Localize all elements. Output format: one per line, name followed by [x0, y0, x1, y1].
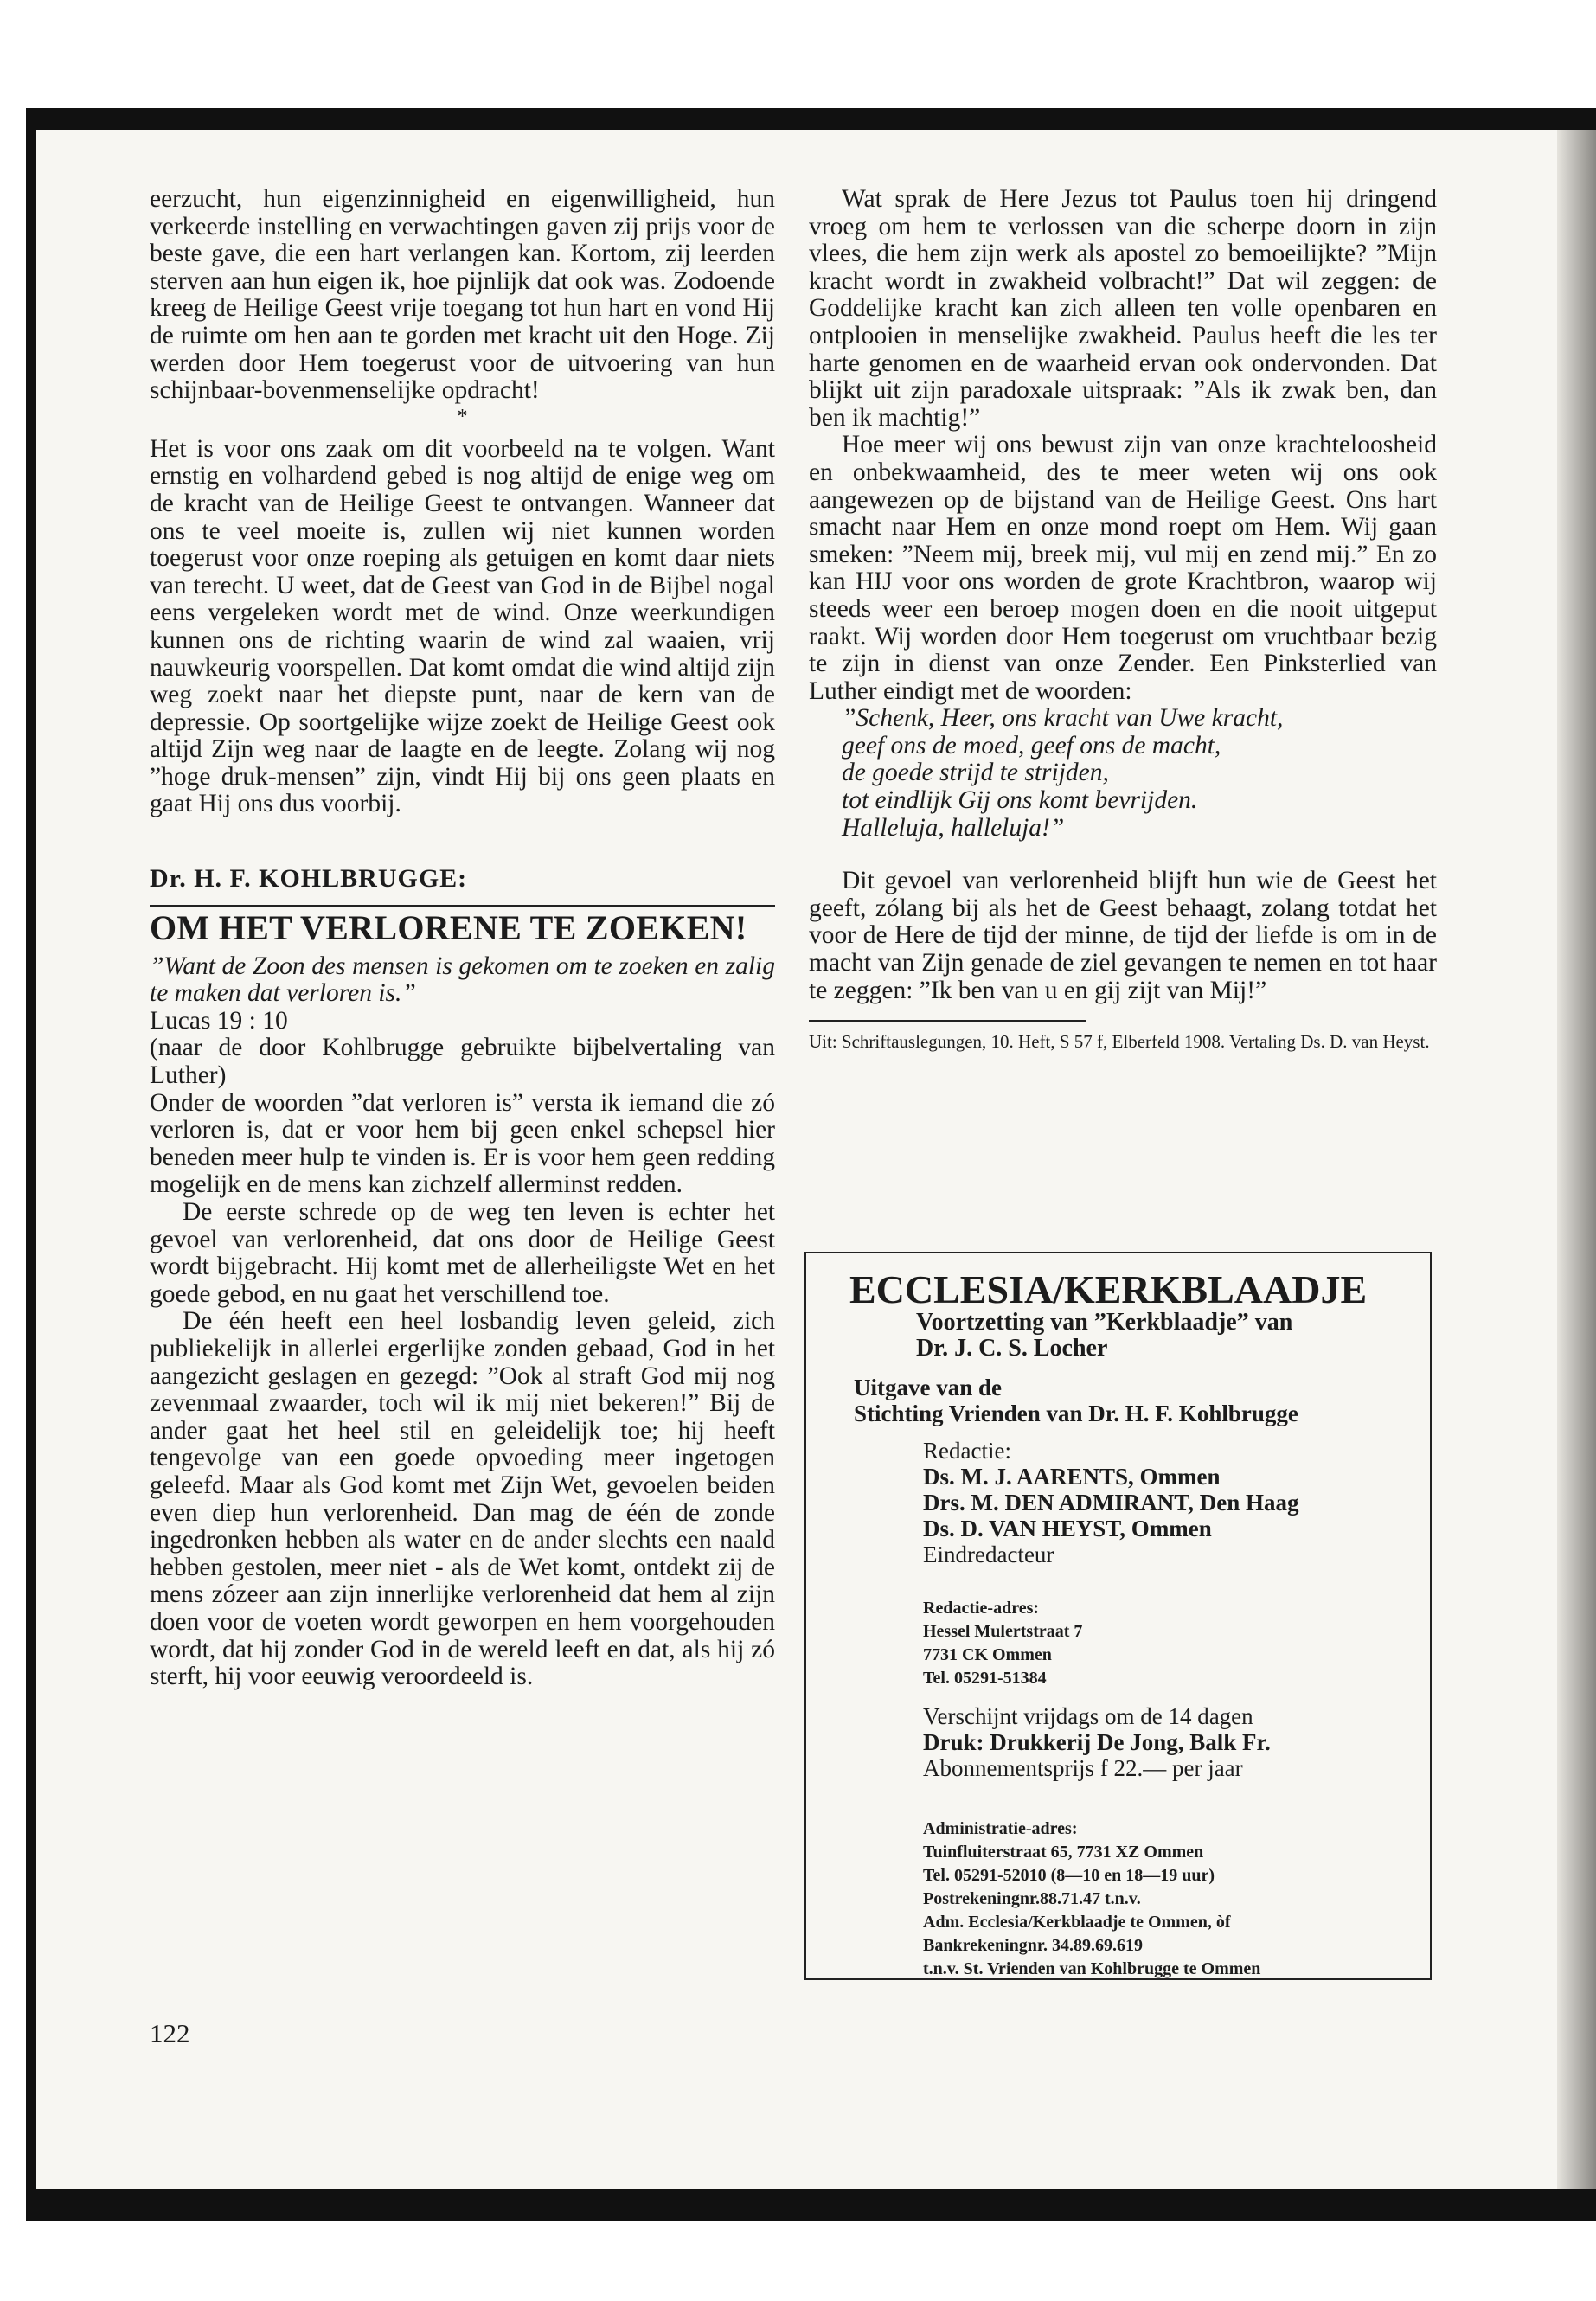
publisher — [854, 1375, 1298, 1426]
admin-line: Administratie-adres: — [923, 1819, 1078, 1838]
subscription-price: Abonnementsprijs f 22.— per jaar — [923, 1755, 1243, 1781]
admin-line: t.n.v. St. Vrienden van Kohlbrugge te Ommen — [923, 1959, 1261, 1978]
article-headline: OM HET VERLORENE TE ZOEKEN! — [150, 905, 775, 946]
paragraph: De één heeft een heel losbandig leven geleid, zich publiekelijk in allerlei ergerlijke zonden gebaad, God in het aangezicht geslagen en gezegd: ”Ook al straft God mij nog zevenmaal zwaarder, toch wil ik mij niet bekeren!” Bij de ander gaat het heel stil en geleidelijk toe; hij heeft tengevolge van een goede opvoeding meer ingetogen geleefd. Maar als God komt met Zijn Wet, gevoelen beiden even diep hun verlorenheid. Dan mag de één de zonde ingedronken hebben als water en de ander slechts een naald hebben gestolen, meer niet - als de Wet komt, ontdekt zij de mens zózeer aan zijn innerlijke verlorenheid dat hem al zijn doen voor de voeten wordt geworpen en hem voorgehouden wordt, dat hij zonder God in de wereld leeft en dat, als hij zó sterft, hij voor eeuwig veroordeeld is. — [150, 1307, 775, 1691]
editorial-address — [923, 1597, 1082, 1690]
subtitle-line: Dr. J. C. S. Locher — [916, 1335, 1108, 1362]
page-number: 122 — [150, 2018, 190, 2048]
admin-line: Tuinfluiterstraat 65, 7731 XZ Ommen — [923, 1843, 1204, 1862]
editor: Ds. M. J. AARENTS, Ommen — [923, 1464, 1221, 1490]
page-edge-shadow — [1557, 130, 1596, 2189]
admin-line: Tel. 05291-52010 (8—10 en 18—19 uur) — [923, 1866, 1215, 1885]
hymn-line: tot eindlijk Gij ons komt bevrijden. — [842, 786, 1198, 815]
address-line: Tel. 05291-51384 — [923, 1669, 1047, 1688]
scan-border-left — [26, 108, 36, 2214]
paragraph: Hoe meer wij ons bewust zijn van onze krachteloosheid en onbekwaamheid, des te meer weten wij ons ook aangewezen op de bijstand van de Heilige Geest. Ons hart smacht naar Hem en onze mond roept om Hem. Wij gaan smeken: ”Neem mij, breek mij, vul mij en zend mij.” En zo kan HIJ voor ons worden de grote Krachtbron, waarop wij steeds weer een beroep mogen doen en die nooit uitgeput raakt. Wij worden door Hem toegerust om vruchtbaar bezig te zijn in dienst van onze Zender. Een Pinksterlied van Luther eindigt met de woorden: — [809, 431, 1437, 705]
subtitle-line: Voortzetting van ”Kerkblaadje” van — [916, 1309, 1293, 1336]
administration-address — [923, 1817, 1260, 1981]
paragraph: Het is voor ons zaak om dit voorbeeld na te volgen. Want ernstig en volhardend gebed is nog altijd de enige weg om de kracht van de Heilige Geest te ontvangen. Wanneer dat ons te veel moeite is, zullen wij niet kunnen worden toegerust voor onze roeping als getuigen en komt daar niets van terecht. U weet, dat de Geest van God in de Bijbel nogal eens vergeleken wordt met de wind. Onze weerkundigen kunnen ons de richting waarin de wind zal waaien, vrij nauwkeurig voorspellen. Dat komt omdat die wind altijd zijn weg zoekt naar het diepste punt, naar de kern van de depressie. Op soortgelijke wijze zoekt de Heilige Geest ook altijd Zijn weg naar de laagte en de leegte. Zolang wij nog ”hoge druk-mensen” zijn, vindt Hij bij ons geen plaats en gaat Hij ons dus voorbij. — [150, 434, 775, 818]
right-column — [809, 186, 1437, 1053]
scan-border-bottom — [26, 2187, 1596, 2221]
paragraph: Wat sprak de Here Jezus tot Paulus toen hij dringend vroeg om hem te verlossen van die scherpe doorn in zijn vlees, die hem zijn werk als apostel zo bemoeilijkte? ”Mijn kracht wordt in zwakheid volbracht!” Dat wil zeggen: de Goddelijke kracht kan zich alleen ten volle openbaren en ontplooien in menselijke zwakheid. Paulus heeft die les ter harte genomen en de waarheid ervan ook ondervonden. Dat blijkt uit zijn paradoxale uitspraak: ”Als ik zwak ben, dan ben ik machtig!” — [809, 185, 1437, 432]
address-line: Hessel Mulertstraat 7 — [923, 1622, 1083, 1641]
printer: Druk: Drukkerij De Jong, Balk Fr. — [923, 1729, 1271, 1755]
source-citation: Uit: Schriftauslegungen, 10. Heft, S 57 f, Elberfeld 1908. Vertaling Ds. D. van Heyst. — [809, 1031, 1430, 1053]
left-column — [150, 186, 775, 1691]
admin-line: Bankrekeningnr. 34.89.69.619 — [923, 1936, 1143, 1955]
editorial-board — [923, 1438, 1298, 1567]
address-line: Redactie-adres: — [923, 1599, 1040, 1618]
masthead-subtitle — [916, 1310, 1292, 1362]
admin-line: Postrekeningnr.88.71.47 t.n.v. — [923, 1889, 1141, 1908]
editor-role: Eindredacteur — [923, 1541, 1054, 1567]
section-separator: * — [457, 405, 468, 428]
translation-note: (naar de door Kohlbrugge gebruikte bijbelvertaling van Luther) — [150, 1034, 775, 1090]
hymn-line: geef ons de moed, geef ons de macht, — [842, 731, 1221, 760]
schedule: Verschijnt vrijdags om de 14 dagen — [923, 1703, 1253, 1729]
hymn-line: de goede strijd te strijden, — [842, 759, 1109, 787]
masthead-title: ECCLESIA/KERKBLAADJE — [849, 1267, 1368, 1311]
hymn-verse — [842, 705, 1437, 842]
source-divider — [809, 1020, 1086, 1022]
masthead-box — [804, 1252, 1432, 1980]
editor: Ds. D. VAN HEYST, Ommen — [923, 1516, 1212, 1541]
paragraph: Dit gevoel van verlorenheid blijft hun wie de Geest het geeft, zólang bij als het de Geest behaagt, zolang totdat het voor de Here de tijd der minne, de tijd der liefde is om in de macht van Zijn genade de ziel gevangen te nemen en tot haar te zeggen: ”Ik ben van u en gij zijt van Mij!” — [809, 867, 1437, 1004]
publisher-line: Uitgave van de — [854, 1375, 1002, 1400]
bible-quote: ”Want de Zoon des mensen is gekomen om te zoeken en zalig te maken dat verloren is.” — [150, 952, 775, 1008]
hymn-line: ”Schenk, Heer, ons kracht van Uwe kracht, — [842, 704, 1284, 733]
paragraph: De eerste schrede op de weg ten leven is echter het gevoel van verlorenheid, dat ons door de Heilige Geest wordt bijgebracht. Hij komt met de allerheiligste Wet en het goede gebod, en nu gaat het verschillend toe. — [150, 1198, 775, 1308]
paragraph: Onder de woorden ”dat verloren is” versta ik iemand die zó verloren is, dat er voor hem bij geen enkel schepsel hier beneden meer hulp te vinden is. Er is voor hem geen redding mogelijk en de mens kan zichzelf allerminst redden. — [150, 1088, 775, 1199]
redactie-label: Redactie: — [923, 1438, 1011, 1464]
admin-line: Adm. Ecclesia/Kerkblaadje te Ommen, òf — [923, 1913, 1231, 1932]
address-line: 7731 CK Ommen — [923, 1645, 1052, 1664]
publication-info — [923, 1703, 1271, 1781]
publisher-line: Stichting Vrienden van Dr. H. F. Kohlbrugge — [854, 1400, 1298, 1426]
article-author: Dr. H. F. KOHLBRUGGE: — [150, 864, 468, 894]
editor: Drs. M. DEN ADMIRANT, Den Haag — [923, 1490, 1299, 1516]
paragraph: eerzucht, hun eigenzinnigheid en eigenwilligheid, hun verkeerde instelling en verwachtingen gaven zij prijs voor de beste gave, die een hart verlangen kan. Kortom, zij leerden sterven aan hun eigen ik, hoe pijnlijk dat ook was. Zodoende kreeg de Heilige Geest vrije toegang tot hun hart en vond Hij de ruimte om hen aan te gorden met kracht uit den Hoge. Zij werden door Hem toegerust voor de uitvoering van hun schijnbaar-bovenmenselijke opdracht! — [150, 185, 775, 405]
hymn-line: Halleluja, halleluja!” — [842, 813, 1065, 842]
bible-reference: Lucas 19 : 10 — [150, 1006, 288, 1035]
